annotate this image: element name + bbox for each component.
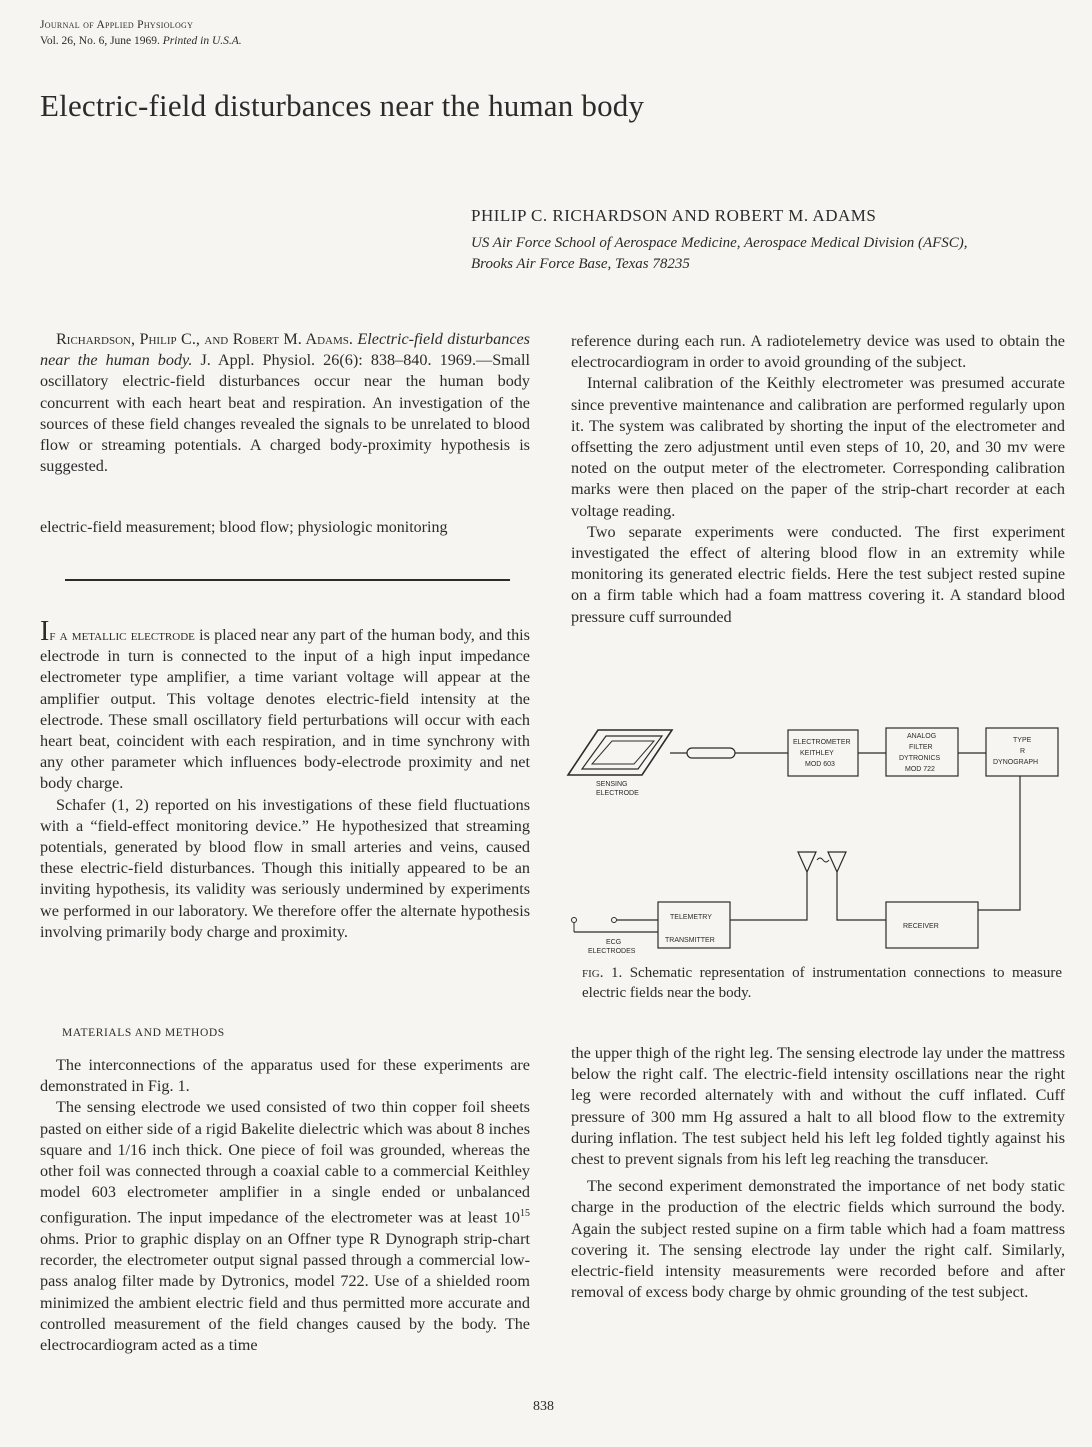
dynograph-label-3: DYNOGRAPH — [993, 759, 1039, 766]
intro-paragraph-2: Schafer (1, 2) reported on his investigations of these field fluctuations with a “field-effect monitoring device.” He hypothesized that streaming potentials, generated by blood flow in small arteries and veins, caused these electric-field disturbances. Though this initially appeared to be an inviting hypothesis, its validity was seriously undermined by experiments we performed in our laboratory. We therefore offer the alternate hypothesis involving primarily body charge and proximity. — [40, 795, 530, 941]
figure-1-schematic — [560, 720, 1080, 960]
right-column-bottom — [571, 1043, 1065, 1303]
page-number: 838 — [533, 1399, 554, 1414]
intro-text-1: is placed near any part of the human body, and this electrode in turn is connected to the input of a high input impedance electrometer type amplifier, a time variant voltage will appear at the amplifier output. This voltage denotes electric-field intensity at the electrode. These small oscillatory field perturbations will occur with each heart beat, coincident with each respiration, and in time synchrony with any other parameter which influences body-electrode proximity and net body charge. — [40, 626, 530, 793]
introduction — [40, 616, 530, 943]
sensing-label-1: SENSING — [596, 781, 628, 788]
section-divider — [65, 579, 510, 581]
dynograph-label-2: R — [1020, 748, 1026, 755]
drop-cap: I — [40, 616, 50, 647]
journal-header — [40, 17, 242, 49]
keywords: electric-field measurement; blood flow; physiologic monitoring — [40, 519, 448, 536]
figure-caption-text: Schematic representation of instrumentation connections to measure electric fields near the body. — [582, 965, 1063, 1001]
telemetry-label-1: TELEMETRY — [670, 914, 712, 921]
right-paragraph-2: Internal calibration of the Keithly electrometer was presumed accurate since preventive maintenance and calibration are performed regularly upon it. The system was calibrated by shorting the input of the electrometer and offsetting the zero adjustment until even steps of 10, 20, and 30 mv were noted on the output meter of the electrometer. Corresponding calibration marks were then placed on the paper of the strip-chart recorder at each voltage reading. — [571, 374, 1065, 520]
antenna-icons — [756, 852, 886, 920]
article-authors: PHILIP C. RICHARDSON AND ROBERT M. ADAMS — [471, 206, 877, 225]
electrometer-label-3: MOD 603 — [805, 761, 835, 768]
journal-volume-line — [40, 33, 242, 49]
dynograph-label-1: TYPE — [1013, 737, 1032, 744]
article-title: Electric-field disturbances near the human body — [40, 88, 645, 123]
coax-cable-icon — [670, 748, 788, 758]
journal-volume: Vol. 26, No. 6, June 1969. — [40, 35, 160, 47]
section-heading-methods: MATERIALS AND METHODS — [62, 1027, 225, 1039]
telemetry-label-2: TRANSMITTER — [665, 937, 715, 944]
right-column-top — [571, 331, 1065, 628]
electrometer-label-2: KEITHLEY — [800, 750, 834, 757]
abstract-authors: Richardson, Philip C., and Robert M. Adams. — [56, 330, 353, 348]
filter-label-1: ANALOG — [907, 733, 937, 740]
ecg-label-2: ELECTRODES — [588, 948, 636, 955]
figure-caption — [582, 963, 1062, 1003]
right-paragraph-4: the upper thigh of the right leg. The sensing electrode lay under the mattress below the right calf. The electric-field intensity oscillations near the right leg were recorded alternately with and without the cuff inflated. Cuff pressure of 300 mm Hg assured a halt to all blood flow to the extremity during inflation. The test subject held his left leg folded tightly against his chest to prevent signals from his left leg reaching the transducer. — [571, 1044, 1065, 1169]
right-paragraph-5: The second experiment demonstrated the importance of net body static charge in the production of the electric fields which surround the body. Again the subject rested supine on a firm table which had a foam mattress covering it. The sensing electrode lay under the right calf. Similarly, electric-field intensity measurements were recorded before and after removal of excess body charge by ohmic grounding of the test subject. — [571, 1177, 1065, 1302]
methods-paragraph-1: The interconnections of the apparatus used for these experiments are demonstrated in Fig. 1. — [40, 1056, 530, 1096]
affiliation-line-1: US Air Force School of Aerospace Medicine, Aerospace Medical Division (AFSC), — [471, 235, 968, 251]
figure-caption-label: fig. 1. — [582, 965, 623, 981]
sensing-label-2: ELECTRODE — [596, 790, 639, 797]
methods-paragraph-2 — [40, 1097, 530, 1356]
methods-text-b: ohms. Prior to graphic display on an Offner type R Dynograph strip-chart recorder, the electrometer output signal passed through a commercial low-pass analog filter made by Dytronics, model 722. Use of a shielded room minimized the ambient electric field and thus permitted more accurate and controlled measurement of the field changes caused by the body. The electrocardiogram acted as a time — [40, 1230, 530, 1355]
ecg-label-1: ECG — [606, 939, 622, 946]
receiver-label: RECEIVER — [903, 923, 939, 930]
filter-label-2: FILTER — [909, 744, 933, 751]
abstract — [40, 329, 530, 477]
journal-name: Journal of Applied Physiology — [40, 19, 194, 31]
journal-printed: Printed in U.S.A. — [162, 35, 242, 47]
intro-lead: f a metallic electrode — [49, 626, 195, 644]
abstract-text: J. Appl. Physiol. 26(6): 838–840. 1969.—Small oscillatory electric-field disturbances occur near the human body concurrent with each heart beat and respiration. An investigation of the sources of these field changes revealed the signals to be unrelated to blood flow or streaming potentials. A charged body-proximity hypothesis is suggested. — [40, 351, 530, 476]
methods-text-a: The sensing electrode we used consisted of two thin copper foil sheets pasted on either side of a rigid Bakelite dielectric which was about 8 inches square and 1/16 inch thick. One piece of foil was grounded, whereas the other foil was connected through a coaxial cable to a commercial Keithley model 603 electrometer amplifier in a single ended or unbalanced configuration. The input impedance of the electrometer was at least 10 — [40, 1098, 530, 1227]
filter-label-4: MOD 722 — [905, 766, 935, 773]
right-paragraph-1: reference during each run. A radiotelemetry device was used to obtain the electrocardiogram in order to avoid grounding of the subject. — [571, 332, 1065, 372]
abstract-title: Electric-field disturbances near the human body. — [40, 330, 530, 370]
filter-label-3: DYTRONICS — [899, 755, 941, 762]
methods-section — [40, 1055, 530, 1356]
methods-superscript: 15 — [520, 1208, 530, 1220]
electrometer-label-1: ELECTROMETER — [793, 739, 851, 746]
right-paragraph-3: Two separate experiments were conducted. The first experiment investigated the effect of altering blood flow in an extremity while monitoring its generated electric fields. Here the test subject rested supine on a firm table which had a foam mattress covering it. A standard blood pressure cuff surrounded — [571, 522, 1065, 626]
ecg-electrodes-icon — [572, 918, 659, 933]
author-affiliation — [471, 233, 1071, 275]
sensing-electrode-icon — [568, 730, 672, 775]
intro-paragraph-1 — [40, 616, 530, 795]
affiliation-line-2: Brooks Air Force Base, Texas 78235 — [471, 256, 690, 272]
